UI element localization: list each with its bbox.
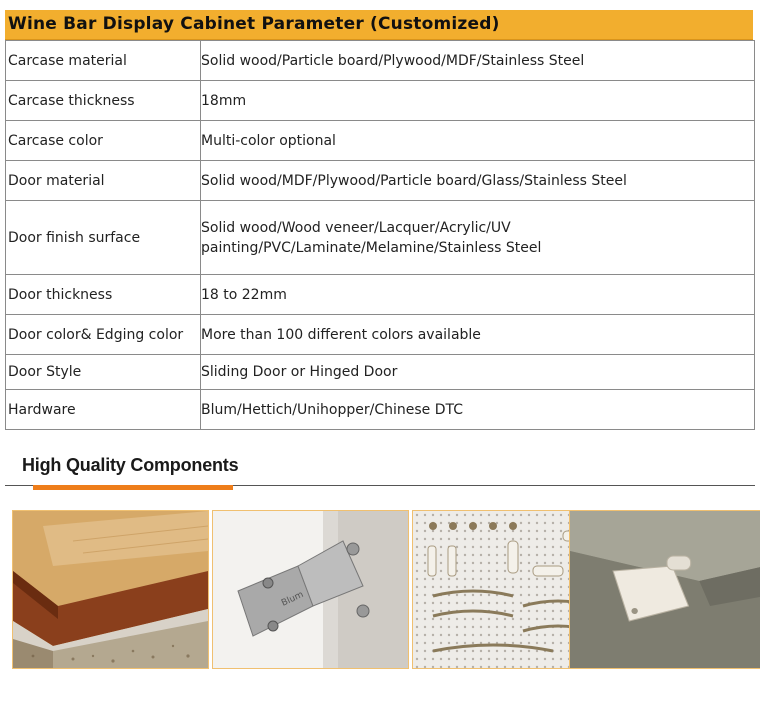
- row-value: Solid wood/MDF/Plywood/Particle board/Glass/Stainless Steel: [201, 161, 755, 201]
- table-row: [6, 161, 755, 201]
- section-accent-bar: [33, 485, 233, 490]
- table-row: [6, 201, 755, 275]
- row-value: More than 100 different colors available: [201, 315, 755, 355]
- table-row: [6, 355, 755, 390]
- title-bar: [5, 10, 753, 41]
- table-row: [6, 41, 755, 81]
- row-label: Carcase thickness: [6, 81, 201, 121]
- push-latch-photo: [569, 510, 760, 669]
- row-label: Door finish surface: [6, 201, 201, 275]
- parameter-table: [5, 40, 755, 430]
- row-label: Door color& Edging color: [6, 315, 201, 355]
- row-value: Multi-color optional: [201, 121, 755, 161]
- row-value: Blum/Hettich/Unihopper/Chinese DTC: [201, 390, 755, 430]
- row-value-line: Solid wood/Wood veneer/Lacquer/Acrylic/UV: [201, 219, 511, 236]
- table-row: [6, 390, 755, 430]
- table-row: [6, 121, 755, 161]
- row-label: Door thickness: [6, 275, 201, 315]
- table-row: [6, 81, 755, 121]
- row-value: Sliding Door or Hinged Door: [201, 355, 755, 390]
- page-title: Wine Bar Display Cabinet Parameter (Customized): [8, 14, 500, 34]
- board-samples-photo: [12, 510, 209, 669]
- table-row: [6, 275, 755, 315]
- table-row: [6, 315, 755, 355]
- hinge-photo: [212, 510, 409, 669]
- row-label: Door material: [6, 161, 201, 201]
- row-value: Solid wood/Particle board/Plywood/MDF/Stainless Steel: [201, 41, 755, 81]
- row-value: [201, 201, 755, 275]
- row-value: 18mm: [201, 81, 755, 121]
- section-heading: High Quality Components: [22, 455, 239, 475]
- hinge-brand-label: Blum: [280, 589, 306, 609]
- row-label: Hardware: [6, 390, 201, 430]
- row-label: Carcase color: [6, 121, 201, 161]
- row-value-line: painting/PVC/Laminate/Melamine/Stainless Steel: [201, 239, 542, 256]
- row-label: Door Style: [6, 355, 201, 390]
- row-label: Carcase material: [6, 41, 201, 81]
- row-value: 18 to 22mm: [201, 275, 755, 315]
